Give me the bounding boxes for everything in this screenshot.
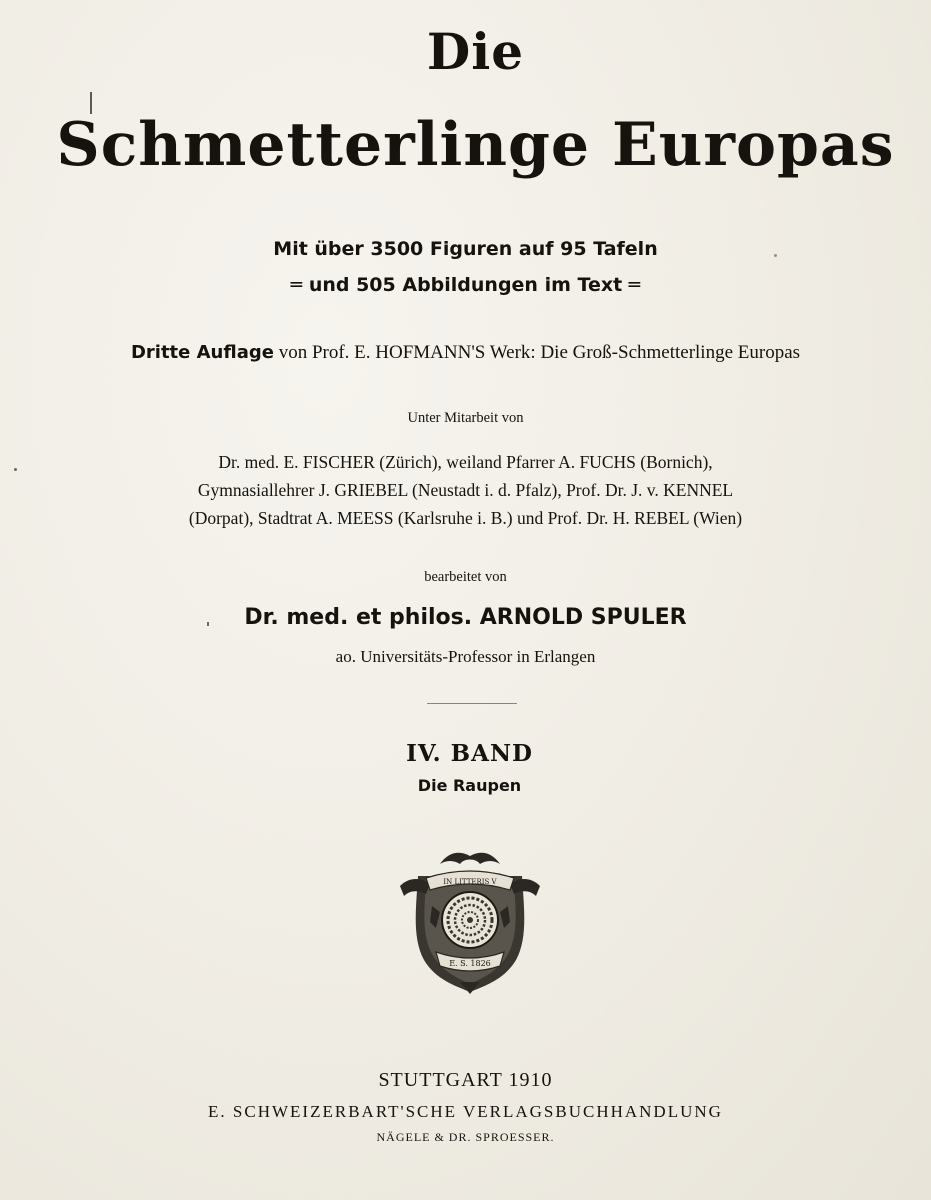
editor-label: bearbeitet von: [424, 569, 507, 585]
title-line-2: Schmetterlinge Europas: [56, 110, 895, 180]
imprint-owners: NÄGELE & DR. SPROESSER.: [376, 1130, 555, 1144]
title-line-1: Die: [426, 22, 525, 81]
divider-rule: [427, 703, 517, 704]
publisher-emblem-icon: [396, 846, 544, 994]
edition-line: [0, 342, 931, 364]
collaboration-label: Unter Mitarbeit von: [407, 410, 524, 426]
emblem-motto: IN LITTERIS V: [443, 878, 497, 886]
collaborators-line: Dr. med. E. FISCHER (Zürich), weiland Pfarrer A. FUCHS (Bornich),: [218, 452, 713, 472]
volume-number: IV. BAND: [406, 740, 533, 767]
edition-label: Dritte Auflage: [130, 342, 274, 363]
editor-title: ao. Universitäts-Professor in Erlangen: [335, 647, 596, 666]
volume-subtitle: Die Raupen: [417, 776, 522, 795]
edition-text: von Prof. E. HOFMANN'S Werk: Die Groß-Schmetterlinge Europas: [273, 342, 801, 363]
subtitle-line-2: ═ und 505 Abbildungen im Text ═: [290, 274, 641, 296]
subtitle-line-1: Mit über 3500 Figuren auf 95 Tafeln: [273, 238, 658, 260]
imprint-publisher: E. SCHWEIZERBART'SCHE VERLAGSBUCHHANDLUNG: [208, 1102, 723, 1121]
imprint-place-year: STUTTGART 1910: [378, 1069, 553, 1091]
collaborators-line: Gymnasiallehrer J. GRIEBEL (Neustadt i. d. Pfalz), Prof. Dr. J. v. KENNEL: [197, 480, 734, 500]
emblem-initials: E. S. 1826: [449, 959, 491, 968]
editor-name: Dr. med. et philos. ARNOLD SPULER: [244, 605, 687, 630]
collaborators-line: (Dorpat), Stadtrat A. MEESS (Karlsruhe i. B.) und Prof. Dr. H. REBEL (Wien): [188, 508, 743, 528]
